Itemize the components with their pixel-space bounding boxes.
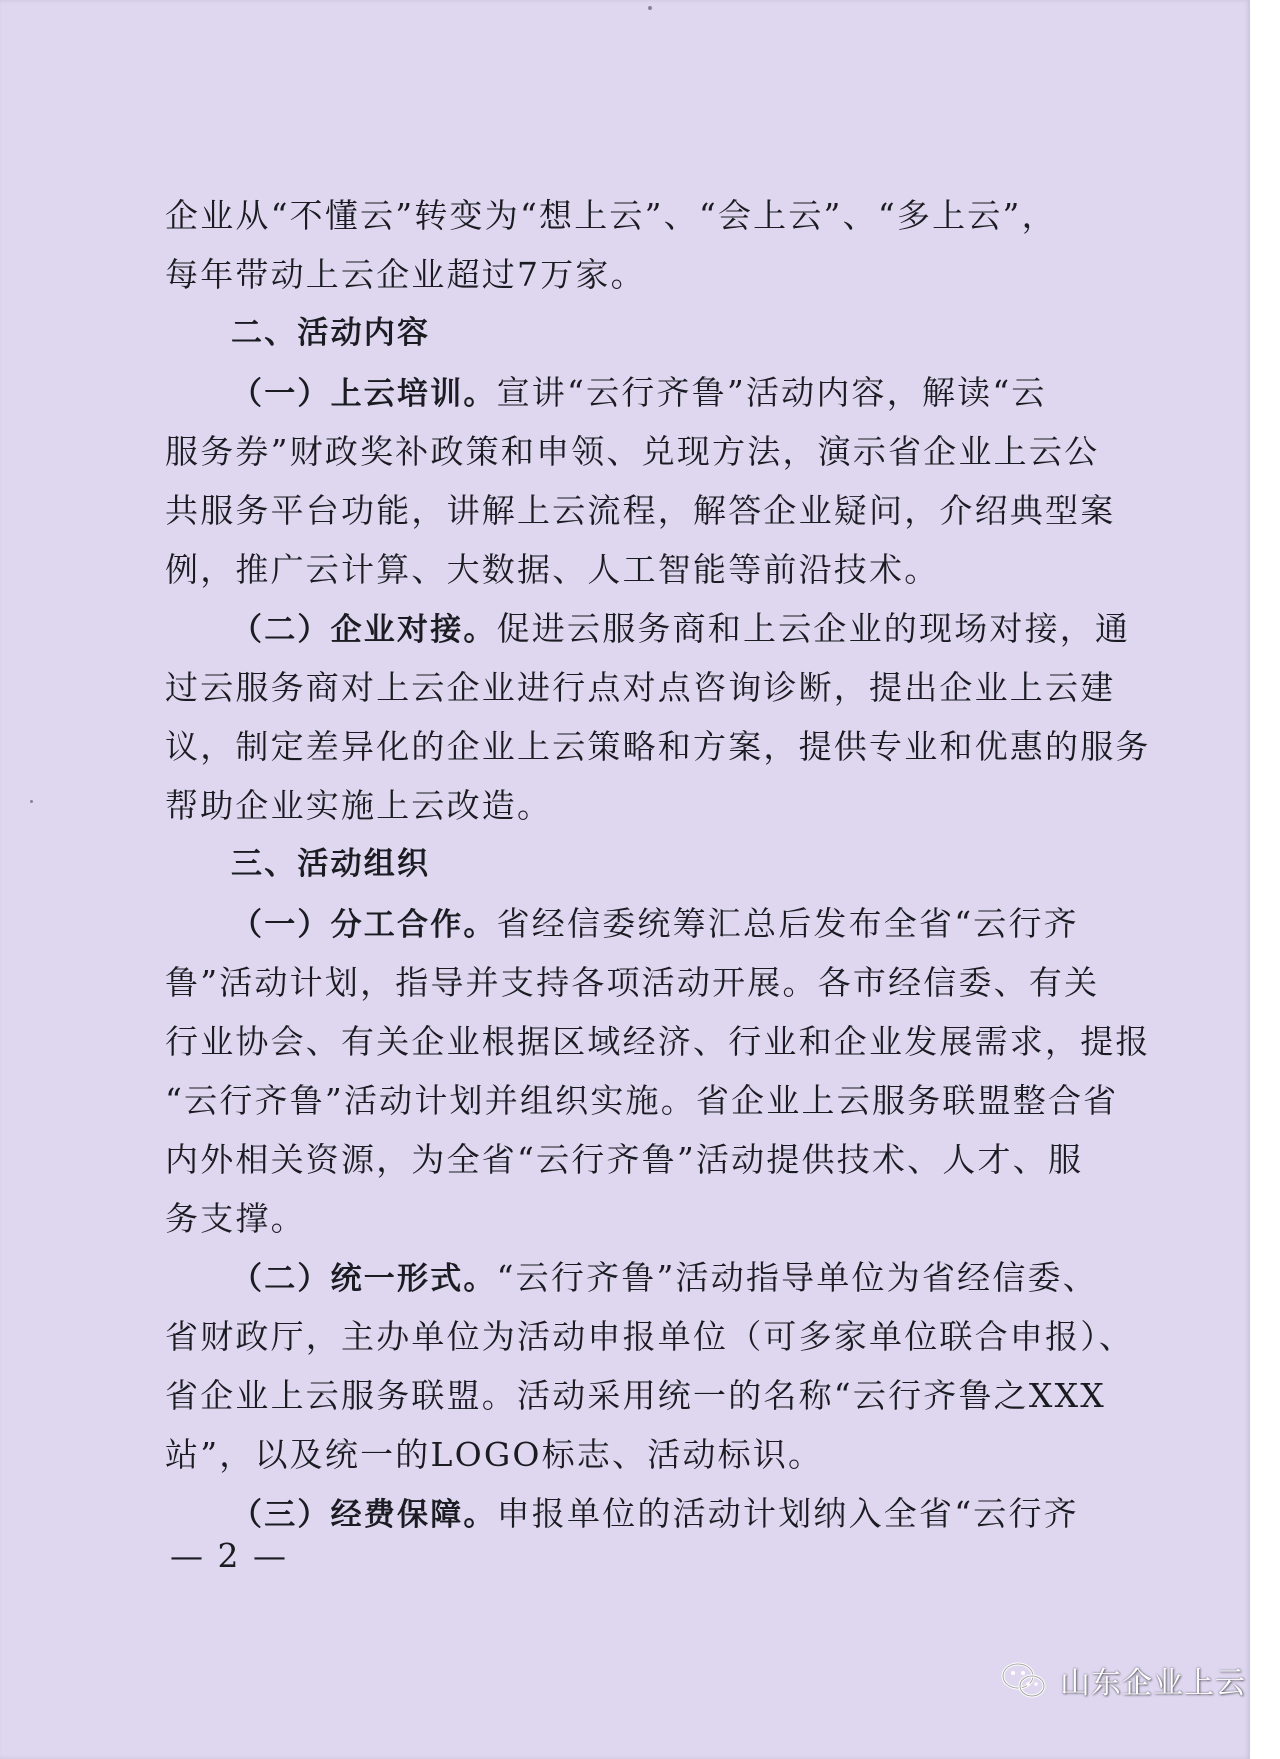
text-line: 议，制定差异化的企业上云策略和方案，提供专业和优惠的服务 [165,727,1151,766]
account-watermark [1000,1658,1246,1702]
text-run: 省经信委统筹汇总后发布全省“云行齐 [496,904,1079,943]
text-line: 省财政厅，主办单位为活动申报单位（可多家单位联合申报）、 [165,1317,1135,1356]
text-line: 帮助企业实施上云改造。 [165,786,553,825]
text-line: 站”，以及统一的LOGO标志、活动标识。 [165,1435,824,1474]
paragraph-lead: （二）企业对接。 [231,612,497,648]
text-line: 例，推广云计算、大数据、人工智能等前沿技术。 [165,550,940,589]
text-line: 过云服务商对上云企业进行点对点咨询诊断，提出企业上云建 [165,668,1116,707]
section-heading: 三、活动组织 [231,846,431,882]
paragraph-first-line [165,1484,1095,1543]
paragraph-first-line [165,599,1131,658]
watermark-text: 山东企业上云 [1060,1666,1246,1701]
text-line: 行业协会、有关企业根据区域经济、行业和企业发展需求，提报 [165,1022,1151,1061]
text-run: 申报单位的活动计划纳入全省“云行齐 [496,1494,1079,1533]
text-line: 服务券”财政奖补政策和申领、兑现方法，演示省企业上云公 [165,432,1100,471]
paragraph-first-line [165,1248,1098,1307]
paper-speck [30,800,33,803]
text-line: 省企业上云服务联盟。活动采用统一的名称“云行齐鲁之XXX [165,1376,1106,1415]
paragraph-first-line [165,894,1095,953]
paragraph-lead: （一）上云培训。 [231,376,497,412]
paper-speck [648,6,652,10]
page-number: — 2 — [170,1536,288,1575]
text-line: 企业从“不懂云”转变为“想上云”、“会上云”、“多上云”， [165,196,1057,235]
wechat-icon [1000,1660,1048,1700]
text-line: 共服务平台功能，讲解上云流程，解答企业疑问，介绍典型案 [165,491,1116,530]
paragraph-lead: （三）经费保障。 [231,1497,497,1533]
text-line: 每年带动上云企业超过7万家。 [165,255,646,294]
paragraph-lead: （一）分工合作。 [231,907,497,943]
text-line: 内外相关资源，为全省“云行齐鲁”活动提供技术、人才、服 [165,1140,1084,1179]
text-line: “云行齐鲁”活动计划并组织实施。省企业上云服务联盟整合省 [165,1081,1119,1120]
text-run: 宣讲“云行齐鲁”活动内容，解读“云 [496,373,1047,412]
section-heading: 二、活动内容 [231,315,431,351]
text-line: 务支撑。 [165,1199,306,1238]
text-run: “云行齐鲁”活动指导单位为省经信委、 [496,1258,1098,1297]
document-body [165,186,1151,1543]
text-line: 鲁”活动计划，指导并支持各项活动开展。各市经信委、有关 [165,963,1100,1002]
paragraph-lead: （二）统一形式。 [231,1261,497,1297]
text-run: 促进云服务商和上云企业的现场对接，通 [496,609,1131,648]
paragraph-first-line [165,363,1095,422]
